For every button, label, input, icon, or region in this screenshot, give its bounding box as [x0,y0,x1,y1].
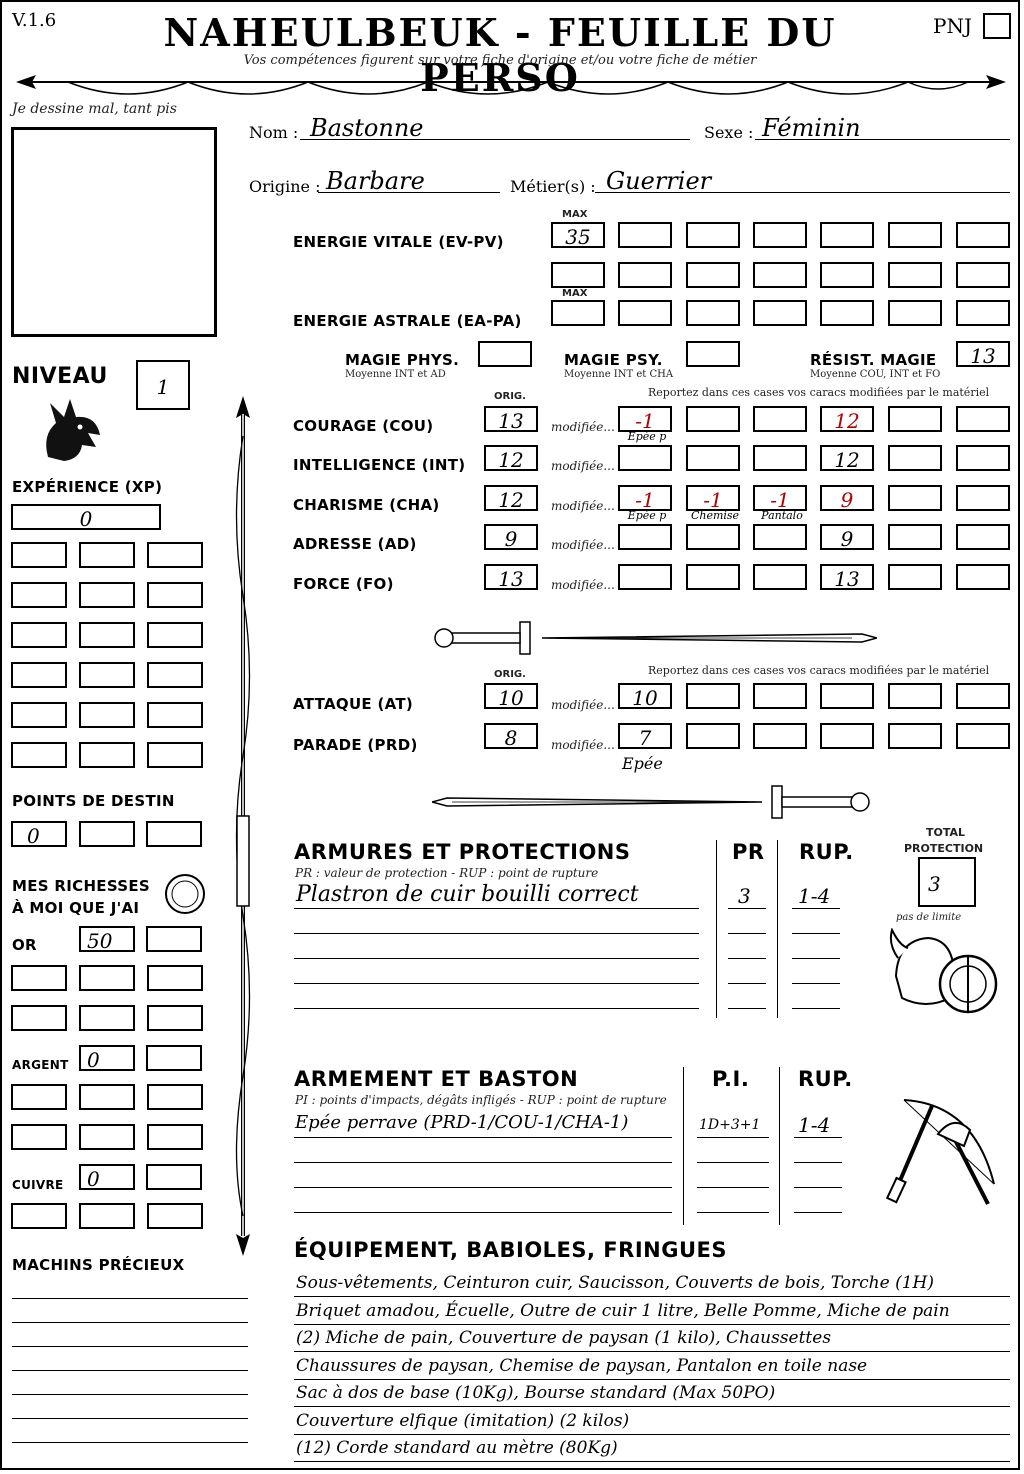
xp-box[interactable] [11,662,67,688]
ev-max-label: MAX [562,209,588,220]
richesses-label-1: MES RICHESSES [12,877,151,895]
xp-box[interactable] [79,542,135,568]
carac-adresse-orig-box[interactable]: 9 [484,524,538,550]
ev-box[interactable] [888,222,942,248]
ev-box[interactable] [753,262,807,288]
destin-box-2[interactable] [79,821,135,847]
carac-charisme-mod-box[interactable] [956,485,1010,511]
equipement-line[interactable] [294,1324,1010,1325]
or-extra-box[interactable] [147,1005,203,1031]
xp-box[interactable] [11,702,67,728]
or-label: OR [12,936,37,954]
machins-line[interactable] [12,1298,248,1299]
nom-underline [300,139,690,140]
armement-rup[interactable]: 1-4 [798,1113,831,1137]
version-label: V.1.6 [12,10,57,31]
carac-force-mod-box[interactable] [686,564,740,590]
carac-intelligence-modif-label: modifiée... [551,459,615,473]
armure-rup-line[interactable] [792,908,840,909]
ea-box[interactable] [888,300,942,326]
pnj-checkbox[interactable] [983,13,1011,39]
total-protection-label-2: PROTECTION [904,842,984,855]
carac-intelligence-mod-box[interactable] [753,445,807,471]
total-protection-box[interactable]: 3 [918,857,976,907]
carac-charisme-orig-box[interactable]: 12 [484,485,538,511]
ea-max-label: MAX [562,288,588,299]
armures-note: PR : valeur de protection - RUP : point de rupture [295,866,599,880]
resist-magie-box[interactable]: 13 [956,341,1010,367]
armure-rup-line[interactable] [792,1008,840,1009]
sword-icon [432,618,877,658]
carac-force-orig-box[interactable]: 13 [484,564,538,590]
carac-charisme-mod-note: Chemise [690,509,740,522]
carac-adresse-mod-box[interactable]: 9 [820,524,874,550]
portrait-caption: Je dessine mal, tant pis [12,101,177,117]
combat-orig-label: ORIG. [494,669,526,680]
armures-col-divider [777,840,778,1018]
equipement-item[interactable]: (2) Miche de pain, Couverture de paysan (1 kilo), Chaussettes [296,1328,832,1348]
equipement-line[interactable] [294,1351,1010,1352]
ea-box[interactable] [956,300,1010,326]
ea-box[interactable] [686,300,740,326]
carac-courage-mod-box[interactable]: 12 [820,406,874,432]
equipement-item[interactable]: (12) Corde standard au mètre (80Kg) [296,1438,618,1458]
cuivre-box[interactable]: 0 [79,1164,135,1190]
total-protection-label-1: TOTAL [926,826,966,839]
xp-box[interactable] [147,662,203,688]
carac-charisme-label: CHARISME (CHA) [293,496,440,514]
ev-box[interactable] [686,262,740,288]
resist-magie-label: RÉSIST. MAGIE [810,351,937,369]
armures-title: ARMURES ET PROTECTIONS [294,840,631,864]
richesses-label-2: À MOI QUE J'AI [12,899,140,917]
carac-adresse-mod-box[interactable] [888,524,942,550]
armement-col-divider [779,1067,780,1225]
pnj-label: PNJ [933,14,972,38]
nom-label: Nom : [249,123,299,142]
parade-extra-box[interactable] [956,723,1010,749]
sexe-underline [755,139,1010,140]
equipement-line[interactable] [294,1379,1010,1380]
armement-rup-line[interactable] [794,1212,842,1213]
carac-courage-modif-label: modifiée... [551,420,615,434]
attaque-mod-box[interactable]: 10 [618,683,672,709]
carac-courage-mod-box[interactable] [686,406,740,432]
armures-pr-header: PR [732,840,765,864]
ev-box[interactable] [956,262,1010,288]
caracs-orig-label: ORIG. [494,391,526,402]
argent-extra-box[interactable] [79,1124,135,1150]
metier-value[interactable]: Guerrier [606,167,712,195]
or-extra-box[interactable] [11,965,67,991]
armure-rup-line[interactable] [792,933,840,934]
parade-label: PARADE (PRD) [293,736,418,754]
carac-force-mod-box[interactable] [956,564,1010,590]
machins-line[interactable] [12,1370,248,1371]
attaque-extra-box[interactable] [686,683,740,709]
parade-mod-box[interactable]: 7 [618,723,672,749]
ea-box[interactable] [820,300,874,326]
ea-max-box[interactable] [551,300,605,326]
destin-box[interactable]: 0 [11,821,67,847]
armures-col-divider [716,840,717,1018]
xp-box[interactable] [79,742,135,768]
carac-intelligence-mod-box[interactable] [956,445,1010,471]
armement-pi[interactable]: 1D+3+1 [699,1117,761,1133]
xp-box[interactable] [79,662,135,688]
sexe-label: Sexe : [704,123,754,142]
armure-rup-line[interactable] [792,983,840,984]
armement-name-line[interactable] [294,1162,672,1163]
destin-label: POINTS DE DESTIN [12,792,175,810]
armure-pr[interactable]: 3 [738,884,751,908]
carac-adresse-label: ADRESSE (AD) [293,535,417,553]
xp-box[interactable] [147,702,203,728]
argent-extra-box[interactable] [11,1084,67,1110]
parade-extra-box[interactable] [686,723,740,749]
carac-intelligence-mod-box[interactable] [888,445,942,471]
magie-psy-box[interactable] [686,341,740,367]
machins-line[interactable] [12,1394,248,1395]
dragon-icon [40,395,106,465]
attaque-extra-box[interactable] [888,683,942,709]
magie-phys-box[interactable] [478,341,532,367]
armure-name-line[interactable] [294,958,699,959]
carac-force-modif-label: modifiée... [551,578,615,592]
or-extra-box[interactable] [11,1005,67,1031]
parade-extra-box[interactable] [888,723,942,749]
xp-box[interactable] [147,622,203,648]
attaque-extra-box[interactable] [956,683,1010,709]
carac-courage-orig-box[interactable]: 13 [484,406,538,432]
origine-underline [318,192,500,193]
magie-psy-label: MAGIE PSY. [564,351,663,369]
ev-box[interactable] [820,222,874,248]
xp-box[interactable] [147,582,203,608]
carac-intelligence-mod-box[interactable]: 12 [820,445,874,471]
sword-icon [432,782,872,822]
armure-pr-line[interactable] [728,1008,766,1009]
metier-underline [595,192,1010,193]
argent-extra-box[interactable] [11,1124,67,1150]
equipement-item[interactable]: Sac à dos de base (10Kg), Bourse standard (Max 50PO) [296,1383,776,1403]
armure-name-line[interactable] [294,1008,699,1009]
ev-label: ENERGIE VITALE (EV-PV) [293,233,504,251]
weapons-icon [884,1094,1004,1216]
or-extra-box[interactable] [79,1005,135,1031]
armure-rup-line[interactable] [792,958,840,959]
magie-psy-note: Moyenne INT et CHA [564,369,674,380]
carac-courage-label: COURAGE (COU) [293,417,434,435]
armement-rup-line[interactable] [794,1162,842,1163]
resist-magie-note: Moyenne COU, INT et FO [810,369,941,380]
xp-box[interactable] [147,542,203,568]
armement-col-divider [683,1067,684,1225]
page-title: NAHEULBEUK - FEUILLE DU PERSO [163,10,837,100]
ev-box[interactable] [753,222,807,248]
cuivre-box-2[interactable] [146,1164,202,1190]
ea-box[interactable] [753,300,807,326]
attaque-extra-box[interactable] [820,683,874,709]
origine-value[interactable]: Barbare [326,167,425,195]
armement-pi-line[interactable] [697,1212,769,1213]
niveau-box[interactable]: 1 [136,360,190,410]
ev-box[interactable] [551,262,605,288]
experience-box[interactable]: 0 [11,504,161,530]
carac-force-mod-box[interactable] [753,564,807,590]
ea-label: ENERGIE ASTRALE (EA-PA) [293,312,522,330]
or-box[interactable]: 50 [79,926,135,952]
xp-box[interactable] [11,582,67,608]
ev-box[interactable] [686,222,740,248]
carac-adresse-mod-box[interactable] [618,524,672,550]
parade-note: Epée [622,754,663,773]
machins-line[interactable] [12,1346,248,1347]
armement-pi-line[interactable] [697,1162,769,1163]
xp-box[interactable] [79,702,135,728]
armement-rup-line[interactable] [794,1187,842,1188]
armure-name-line[interactable] [294,908,699,909]
spear-divider-icon [8,66,1014,106]
equipement-title: ÉQUIPEMENT, BABIOLES, FRINGUES [294,1238,727,1262]
caracs-report-note: Reportez dans ces cases vos caracs modifiées par le matériel [648,386,990,399]
staff-icon [228,396,258,1256]
xp-box[interactable] [79,582,135,608]
carac-courage-mod-box[interactable] [753,406,807,432]
ev-box[interactable] [820,262,874,288]
ev-box[interactable] [618,262,672,288]
armement-pi-line[interactable] [697,1187,769,1188]
portrait-box[interactable] [11,127,217,337]
parade-modif-label: modifiée... [551,738,615,752]
equipement-item[interactable]: Couverture elfique (imitation) (2 kilos) [296,1410,630,1431]
ea-box[interactable] [618,300,672,326]
carac-charisme-mod-box[interactable] [888,485,942,511]
equipement-line[interactable] [294,1406,1010,1407]
armement-name[interactable]: Epée perrave (PRD-1/COU-1/CHA-1) [295,1112,629,1133]
carac-charisme-mod-box[interactable]: -1 [686,485,740,511]
equipement-item[interactable]: Chaussures de paysan, Chemise de paysan, Pantalon en toile nase [296,1355,868,1376]
armement-rup-header: RUP. [798,1067,853,1091]
armures-rup-header: RUP. [799,840,854,864]
carac-intelligence-label: INTELLIGENCE (INT) [293,456,466,474]
ev-box[interactable] [618,222,672,248]
carac-charisme-mod-note: Epée p [627,509,667,522]
carac-force-mod-box[interactable] [888,564,942,590]
combat-report-note: Reportez dans ces cases vos caracs modifiées par le matériel [648,664,990,677]
parade-orig-box[interactable]: 8 [484,723,538,749]
equipement-line[interactable] [294,1296,1010,1297]
armure-rup[interactable]: 1-4 [798,884,831,908]
attaque-orig-box[interactable]: 10 [484,683,538,709]
carac-adresse-modif-label: modifiée... [551,538,615,552]
pas-de-limite-label: pas de limite [896,912,962,923]
carac-intelligence-mod-box[interactable] [686,445,740,471]
armement-name-line[interactable] [294,1212,672,1213]
cuivre-extra-box[interactable] [147,1203,203,1229]
attaque-extra-box[interactable] [753,683,807,709]
machins-line[interactable] [12,1322,248,1323]
helmet-shield-icon [888,928,1000,1030]
carac-force-mod-box[interactable]: 13 [820,564,874,590]
xp-box[interactable] [11,622,67,648]
cuivre-extra-box[interactable] [11,1203,67,1229]
sexe-value[interactable]: Féminin [762,114,861,142]
carac-adresse-mod-box[interactable] [956,524,1010,550]
armure-pr-line[interactable] [728,933,766,934]
equipement-line[interactable] [294,1461,1010,1462]
attaque-label: ATTAQUE (AT) [293,695,414,713]
armement-pi-header: P.I. [712,1067,750,1091]
argent-box-2[interactable] [146,1045,202,1071]
armure-name[interactable]: Plastron de cuir bouilli correct [296,882,639,907]
carac-intelligence-orig-box[interactable]: 12 [484,445,538,471]
carac-intelligence-mod-box[interactable] [618,445,672,471]
armure-pr-line[interactable] [728,983,766,984]
armement-title: ARMEMENT ET BASTON [294,1067,579,1091]
equipement-line[interactable] [294,1434,1010,1435]
armement-rup-line[interactable] [794,1137,842,1138]
carac-adresse-mod-box[interactable] [753,524,807,550]
armement-name-line[interactable] [294,1137,672,1138]
ev-box[interactable] [956,222,1010,248]
xp-box[interactable] [11,542,67,568]
or-extra-box[interactable] [79,965,135,991]
machins-line[interactable] [12,1442,248,1443]
argent-extra-box[interactable] [147,1084,203,1110]
metier-label: Métier(s) : [510,177,596,196]
armement-pi-line[interactable] [697,1137,769,1138]
attaque-modif-label: modifiée... [551,698,615,712]
or-extra-box[interactable] [147,965,203,991]
cuivre-label: CUIVRE [12,1178,64,1192]
armure-pr-line[interactable] [728,958,766,959]
machins-line[interactable] [12,1418,248,1419]
carac-courage-mod-note: Epée p [627,430,667,443]
subtitle: Vos compétences figurent sur votre fiche d'origine et/ou votre fiche de métier [243,53,757,68]
armure-name-line[interactable] [294,983,699,984]
argent-extra-box[interactable] [147,1124,203,1150]
carac-courage-mod-box[interactable] [888,406,942,432]
coin-icon [163,872,207,916]
xp-box[interactable] [79,622,135,648]
niveau-label: NIVEAU [12,364,108,389]
nom-value[interactable]: Bastonne [310,114,424,142]
cuivre-extra-box[interactable] [79,1203,135,1229]
equipement-item[interactable]: Briquet amadou, Écuelle, Outre de cuir 1 litre, Belle Pomme, Miche de pain [296,1300,950,1321]
parade-extra-box[interactable] [820,723,874,749]
destin-box-3[interactable] [146,821,202,847]
armure-pr-line[interactable] [728,908,766,909]
argent-box[interactable]: 0 [79,1045,135,1071]
carac-charisme-modif-label: modifiée... [551,499,615,513]
magie-phys-note: Moyenne INT et AD [345,369,446,380]
carac-courage-mod-box[interactable] [956,406,1010,432]
armure-name-line[interactable] [294,933,699,934]
carac-courage-mod-box[interactable]: -1 [618,406,672,432]
carac-charisme-mod-note: Pantalo [761,509,803,522]
xp-box[interactable] [11,742,67,768]
ev-box[interactable] [888,262,942,288]
origine-label: Origine : [249,177,321,196]
xp-box[interactable] [147,742,203,768]
carac-adresse-mod-box[interactable] [686,524,740,550]
armement-note: PI : points d'impacts, dégâts infligés - RUP : point de rupture [295,1093,667,1107]
argent-extra-box[interactable] [79,1084,135,1110]
parade-extra-box[interactable] [753,723,807,749]
carac-charisme-mod-box[interactable]: 9 [820,485,874,511]
magie-phys-label: MAGIE PHYS. [345,351,460,369]
armement-name-line[interactable] [294,1187,672,1188]
ev-max-box[interactable]: 35 [551,222,605,248]
carac-force-label: FORCE (FO) [293,575,394,593]
carac-force-mod-box[interactable] [618,564,672,590]
equipement-item[interactable]: Sous-vêtements, Ceinturon cuir, Saucisson, Couverts de bois, Torche (1H) [296,1273,934,1293]
carac-charisme-mod-box[interactable]: -1 [753,485,807,511]
machins-label: MACHINS PRÉCIEUX [12,1256,185,1274]
or-box-2[interactable] [146,926,202,952]
experience-label: EXPÉRIENCE (XP) [12,478,163,496]
argent-label: ARGENT [12,1058,69,1072]
carac-charisme-mod-box[interactable]: -1 [618,485,672,511]
